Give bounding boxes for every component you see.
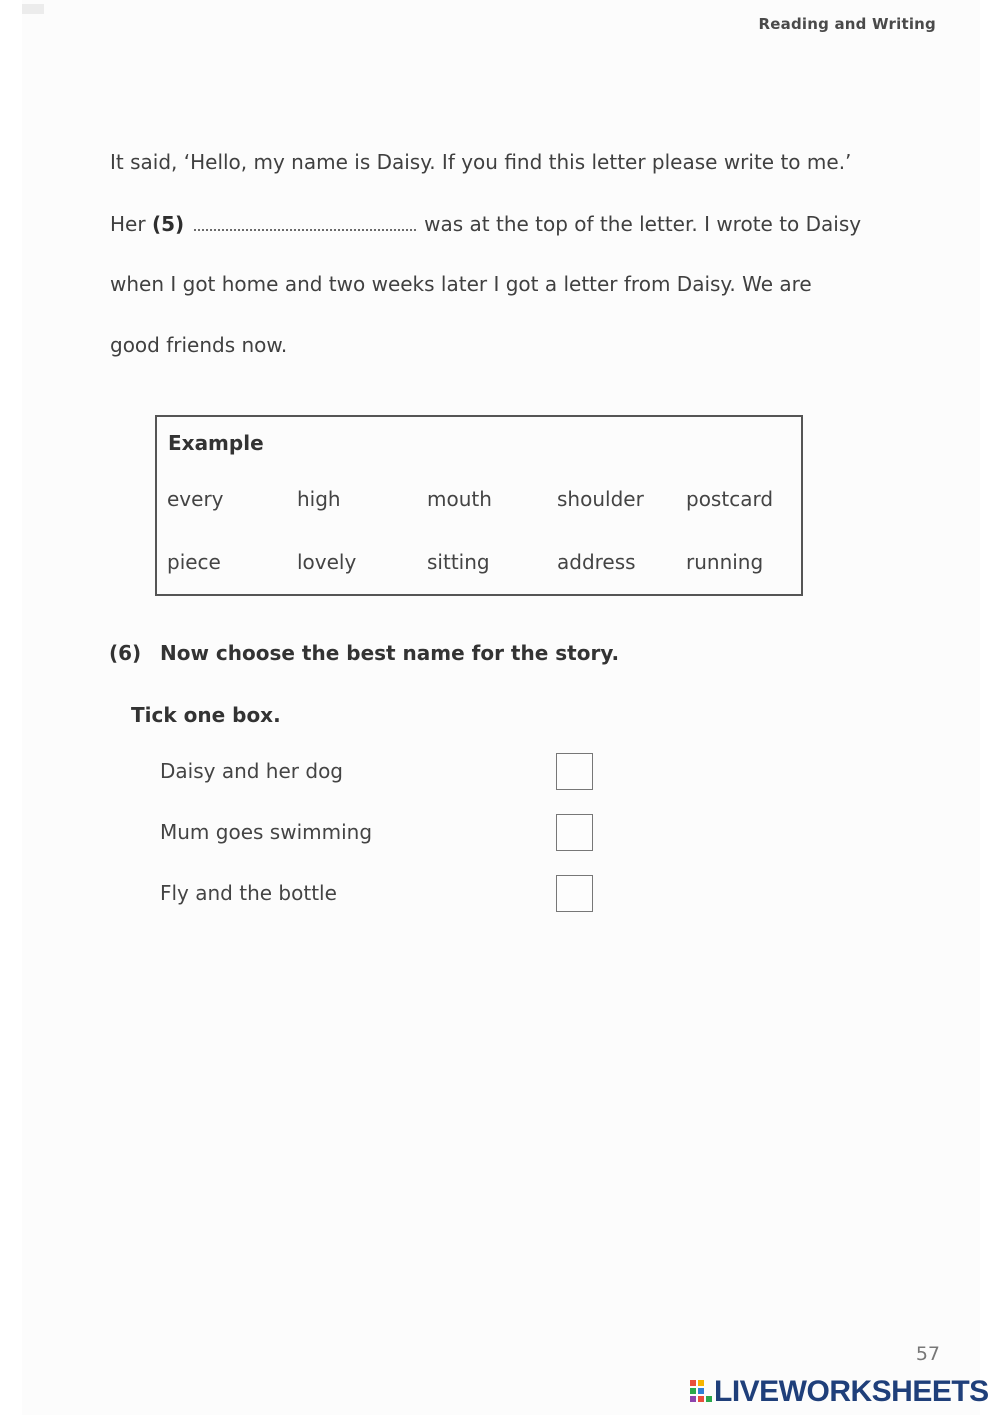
tick-box-option-2[interactable] — [556, 814, 593, 851]
gap-number: (5) — [151, 212, 185, 236]
question-number: (6) — [109, 641, 142, 665]
word-bank-word: piece — [167, 550, 221, 574]
word-bank-word: running — [686, 550, 764, 574]
word-bank-word: postcard — [686, 487, 774, 511]
passage-line-3: when I got home and two weeks later I got a letter from Daisy. We are — [110, 272, 812, 296]
passage-line-4: good friends now. — [110, 333, 288, 357]
question-instruction: Tick one box. — [131, 703, 281, 727]
option-label-2: Mum goes swimming — [160, 820, 373, 844]
option-label-3: Fly and the bottle — [160, 881, 337, 905]
section-header: Reading and Writing — [758, 15, 936, 33]
page-number: 57 — [915, 1343, 940, 1365]
word-bank-word: high — [297, 487, 341, 511]
passage-line-2-start: Her — [110, 212, 146, 236]
word-bank-title: Example — [168, 431, 264, 455]
word-bank-word: address — [557, 550, 636, 574]
word-bank-word: shoulder — [557, 487, 644, 511]
answer-blank-5[interactable] — [194, 211, 416, 231]
liveworksheets-brand: LIVEWORKSHEETS — [714, 1375, 989, 1408]
word-bank-word: every — [167, 487, 224, 511]
passage-line-1: It said, ‘Hello, my name is Daisy. If you find this letter please write to me.’ — [110, 150, 852, 174]
tick-box-option-3[interactable] — [556, 875, 593, 912]
word-bank-word: lovely — [297, 550, 357, 574]
liveworksheets-logo — [690, 1374, 989, 1410]
scan-mark — [22, 4, 44, 14]
passage-line-2 — [110, 211, 861, 236]
question-text: Now choose the best name for the story. — [160, 641, 620, 665]
liveworksheets-logo-icon — [690, 1380, 712, 1404]
word-bank-word: mouth — [427, 487, 492, 511]
tick-box-option-1[interactable] — [556, 753, 593, 790]
word-bank-box — [155, 415, 803, 596]
option-label-1: Daisy and her dog — [160, 759, 343, 783]
word-bank-word: sitting — [427, 550, 490, 574]
passage-line-2-end: was at the top of the letter. I wrote to Daisy — [424, 212, 862, 236]
